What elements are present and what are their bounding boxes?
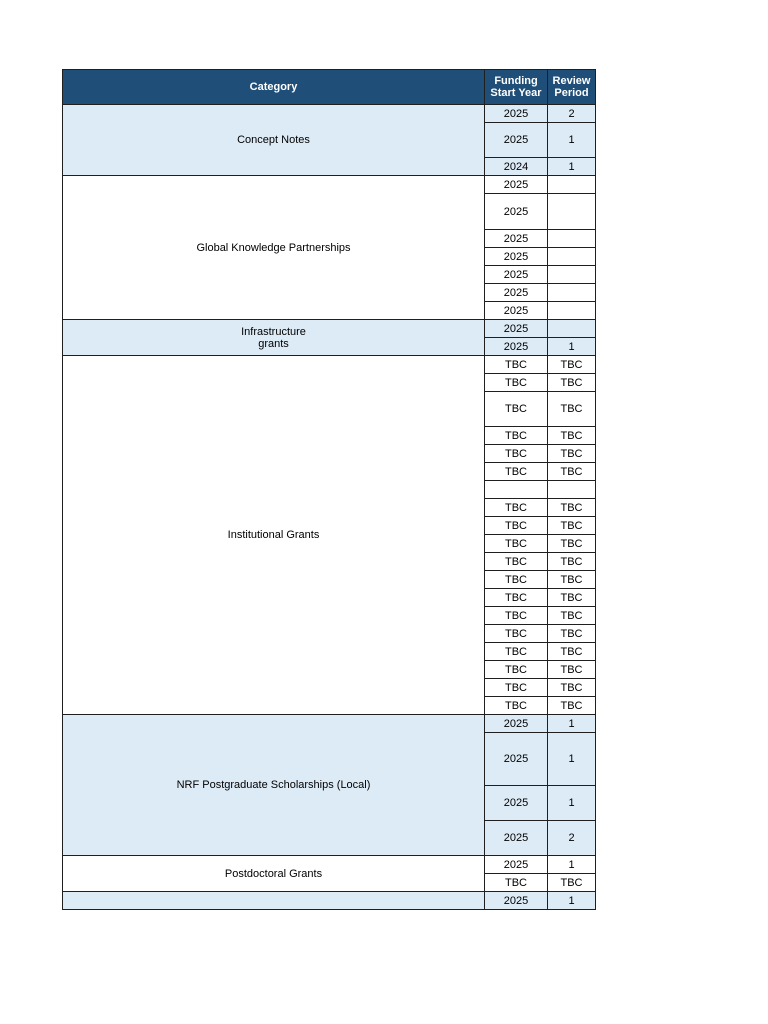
funding-table [62,69,596,910]
funding-start-year-cell: TBC [485,392,548,427]
funding-start-year-cell: TBC [485,499,548,517]
review-period-cell: TBC [548,535,596,553]
review-period-cell: TBC [548,661,596,679]
review-period-cell: TBC [548,697,596,715]
review-period-cell [548,302,596,320]
funding-start-year-cell: 2025 [485,715,548,733]
funding-start-year-cell: 2024 [485,158,548,176]
table-row [63,856,596,874]
review-period-cell: TBC [548,356,596,374]
header-funding-start-year: Funding Start Year [485,70,548,105]
table-row [63,715,596,733]
review-period-cell [548,248,596,266]
category-cell [63,320,485,356]
funding-start-year-cell: TBC [485,697,548,715]
funding-start-year-cell: TBC [485,625,548,643]
review-period-cell [548,266,596,284]
funding-start-year-cell: 2025 [485,302,548,320]
funding-start-year-cell: TBC [485,535,548,553]
category-cell [63,105,485,176]
review-period-cell: TBC [548,571,596,589]
category-label: Institutional Grants [227,529,320,541]
review-period-cell [548,320,596,338]
table-body [63,105,596,910]
review-period-cell: 2 [548,105,596,123]
review-period-cell: TBC [548,643,596,661]
table-row [63,320,596,338]
review-period-cell: 1 [548,338,596,356]
review-period-cell: TBC [548,589,596,607]
review-period-cell: TBC [548,553,596,571]
funding-start-year-cell [485,481,548,499]
review-period-cell [548,194,596,230]
header-review-period: Review Period [548,70,596,105]
table-row [63,105,596,123]
category-label: Postdoctoral Grants [224,867,323,880]
review-period-cell: TBC [548,499,596,517]
header-row [63,70,596,105]
category-cell [63,356,485,715]
review-period-cell: 1 [548,786,596,821]
review-period-cell [548,284,596,302]
review-period-cell: 1 [548,123,596,158]
funding-start-year-cell: 2025 [485,266,548,284]
funding-start-year-cell: TBC [485,571,548,589]
review-period-cell [548,481,596,499]
review-period-cell: TBC [548,427,596,445]
funding-start-year-cell: TBC [485,589,548,607]
header-category: Category [63,70,485,105]
funding-start-year-cell: TBC [485,463,548,481]
funding-start-year-cell: 2025 [485,284,548,302]
funding-start-year-cell: 2025 [485,176,548,194]
funding-start-year-cell: TBC [485,553,548,571]
category-cell [63,715,485,856]
review-period-cell: TBC [548,374,596,392]
funding-start-year-cell: TBC [485,643,548,661]
funding-start-year-cell: 2025 [485,733,548,786]
table-row [63,356,596,374]
funding-start-year-cell: 2025 [485,338,548,356]
funding-start-year-cell: TBC [485,356,548,374]
review-period-cell: 1 [548,856,596,874]
funding-start-year-cell: TBC [485,445,548,463]
funding-start-year-cell: 2025 [485,123,548,158]
review-period-cell: TBC [548,607,596,625]
category-cell [63,856,485,892]
category-label: Infrastructure grants [241,325,306,350]
funding-start-year-cell: 2025 [485,105,548,123]
review-period-cell: TBC [548,625,596,643]
review-period-cell: 1 [548,733,596,786]
category-label: Concept Notes [237,134,310,146]
review-period-cell [548,230,596,248]
table-row [63,176,596,194]
funding-start-year-cell: TBC [485,374,548,392]
review-period-cell: TBC [548,392,596,427]
funding-start-year-cell: TBC [485,517,548,535]
review-period-cell: 1 [548,892,596,910]
review-period-cell: 1 [548,715,596,733]
review-period-cell: 1 [548,158,596,176]
funding-start-year-cell: TBC [485,607,548,625]
funding-start-year-cell: TBC [485,874,548,892]
review-period-cell: TBC [548,679,596,697]
category-cell [63,892,485,910]
funding-start-year-cell: TBC [485,661,548,679]
category-label: NRF Postgraduate Scholarships (Local) [176,779,371,791]
funding-start-year-cell: 2025 [485,320,548,338]
funding-start-year-cell: 2025 [485,856,548,874]
funding-start-year-cell: 2025 [485,230,548,248]
funding-start-year-cell: TBC [485,679,548,697]
review-period-cell [548,176,596,194]
review-period-cell: 2 [548,821,596,856]
table-row [63,892,596,910]
review-period-cell: TBC [548,874,596,892]
category-label: Global Knowledge Partnerships [196,241,351,254]
review-period-cell: TBC [548,445,596,463]
funding-start-year-cell: 2025 [485,892,548,910]
review-period-cell: TBC [548,517,596,535]
funding-start-year-cell: 2025 [485,786,548,821]
review-period-cell: TBC [548,463,596,481]
funding-start-year-cell: 2025 [485,248,548,266]
funding-start-year-cell: 2025 [485,194,548,230]
category-cell [63,176,485,320]
funding-start-year-cell: TBC [485,427,548,445]
funding-start-year-cell: 2025 [485,821,548,856]
